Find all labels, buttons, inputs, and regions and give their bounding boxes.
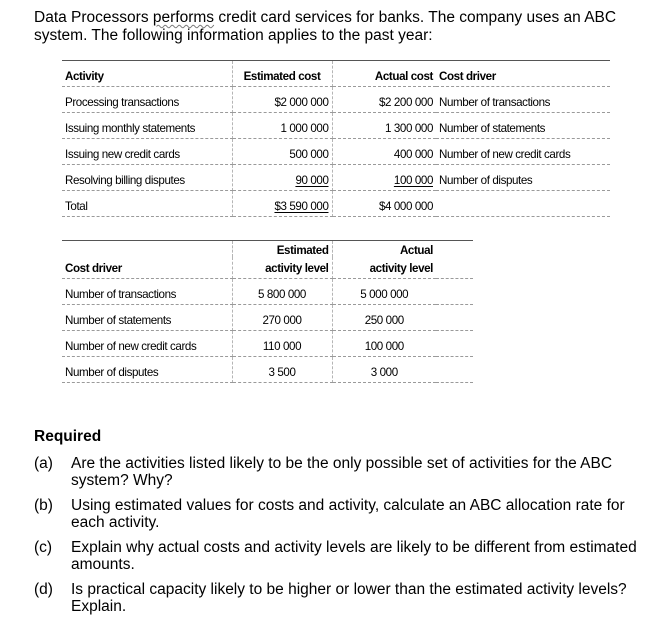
table-cell: Number of statements — [436, 113, 610, 139]
table-cell: $2 000 000 — [232, 87, 332, 113]
intro-text-spellcheck-word: performs — [152, 9, 215, 26]
question-label: (a) — [34, 455, 53, 472]
table-cell: 5 800 000 — [232, 279, 332, 305]
table-cell: 270 000 — [232, 305, 332, 331]
column-header: activity level — [232, 257, 332, 279]
table-cell: Total — [62, 191, 232, 217]
table-cell — [436, 191, 610, 217]
table-cell: Number of disputes — [436, 165, 610, 191]
table-row — [62, 165, 610, 191]
column-header: Actual cost — [332, 61, 436, 87]
table-cell-value: 90 000 — [295, 174, 329, 187]
column-header: Estimated cost — [232, 61, 332, 87]
table-cell: 3 500 — [232, 357, 332, 383]
table-cell: Number of new credit cards — [62, 331, 232, 357]
table-row — [62, 331, 473, 357]
column-header: Estimated — [232, 241, 332, 258]
table-cell: $4 000 000 — [332, 191, 436, 217]
intro-paragraph — [34, 9, 634, 45]
question-list — [34, 455, 644, 623]
table-cell — [436, 357, 473, 383]
required-heading: Required — [34, 428, 102, 445]
table-cell: 1 000 000 — [232, 113, 332, 139]
question-text: Using estimated values for costs and activity, calculate an ABC allocation rate for each activity. — [71, 497, 625, 531]
question-item — [34, 581, 644, 615]
table-row — [62, 87, 610, 113]
question-text: Are the activities listed likely to be the only possible set of activities for the ABC system? Why? — [71, 455, 613, 489]
table-cell: 5 000 000 — [332, 279, 436, 305]
table-cell: 110 000 — [232, 331, 332, 357]
column-header — [62, 241, 232, 258]
table-header-row — [62, 241, 473, 258]
question-item — [34, 497, 644, 531]
table-cell: Number of transactions — [62, 279, 232, 305]
table-cell: Issuing monthly statements — [62, 113, 232, 139]
table-cell — [436, 257, 473, 279]
table-cell: 400 000 — [332, 139, 436, 165]
table-cell — [436, 241, 473, 258]
column-header: Cost driver — [436, 61, 610, 87]
table-cell: Number of new credit cards — [436, 139, 610, 165]
activity-level-table — [62, 240, 473, 383]
table-cell: 1 300 000 — [332, 113, 436, 139]
table-cell: 500 000 — [232, 139, 332, 165]
question-label: (b) — [34, 497, 53, 514]
table-cell: $2 200 000 — [332, 87, 436, 113]
column-header: Activity — [62, 61, 232, 87]
table-cell: Number of statements — [62, 305, 232, 331]
intro-text-part3: credit card services for banks. The company uses an ABC system. The following information applies to the past year: — [34, 9, 617, 44]
question-text: Explain why actual costs and activity levels are likely to be different from estimated amounts. — [71, 539, 637, 573]
table-cell — [232, 191, 332, 217]
column-header: Actual — [332, 241, 436, 258]
table-row — [62, 279, 473, 305]
question-item — [34, 455, 644, 489]
table-row — [62, 139, 610, 165]
table-cell — [436, 279, 473, 305]
table-cell: 3 000 — [332, 357, 436, 383]
table-cell: 100 000 — [332, 331, 436, 357]
table-row — [62, 357, 473, 383]
table-cell-value: 100 000 — [393, 174, 433, 187]
table-cell-value: $3 590 000 — [274, 200, 329, 213]
table-total-row — [62, 191, 610, 217]
column-header: Cost driver — [62, 257, 232, 279]
table-cell: Number of transactions — [436, 87, 610, 113]
table-cell — [436, 331, 473, 357]
table-cell: Resolving billing disputes — [62, 165, 232, 191]
question-text: Is practical capacity likely to be higher or lower than the estimated activity levels? Explain. — [71, 581, 627, 615]
question-label: (c) — [34, 539, 53, 556]
question-item — [34, 539, 644, 573]
table-header-row — [62, 257, 473, 279]
activity-cost-table — [62, 60, 610, 217]
table-row — [62, 113, 610, 139]
table-cell: Issuing new credit cards — [62, 139, 232, 165]
table-cell: Number of disputes — [62, 357, 232, 383]
table-row — [62, 305, 473, 331]
question-label: (d) — [34, 581, 53, 598]
table-cell — [232, 165, 332, 191]
table-cell — [436, 305, 473, 331]
table-cell: 250 000 — [332, 305, 436, 331]
intro-text-part1: Data Processors — [34, 9, 153, 26]
table-cell: Processing transactions — [62, 87, 232, 113]
table-header-row — [62, 61, 610, 87]
table-cell — [332, 165, 436, 191]
column-header: activity level — [332, 257, 436, 279]
